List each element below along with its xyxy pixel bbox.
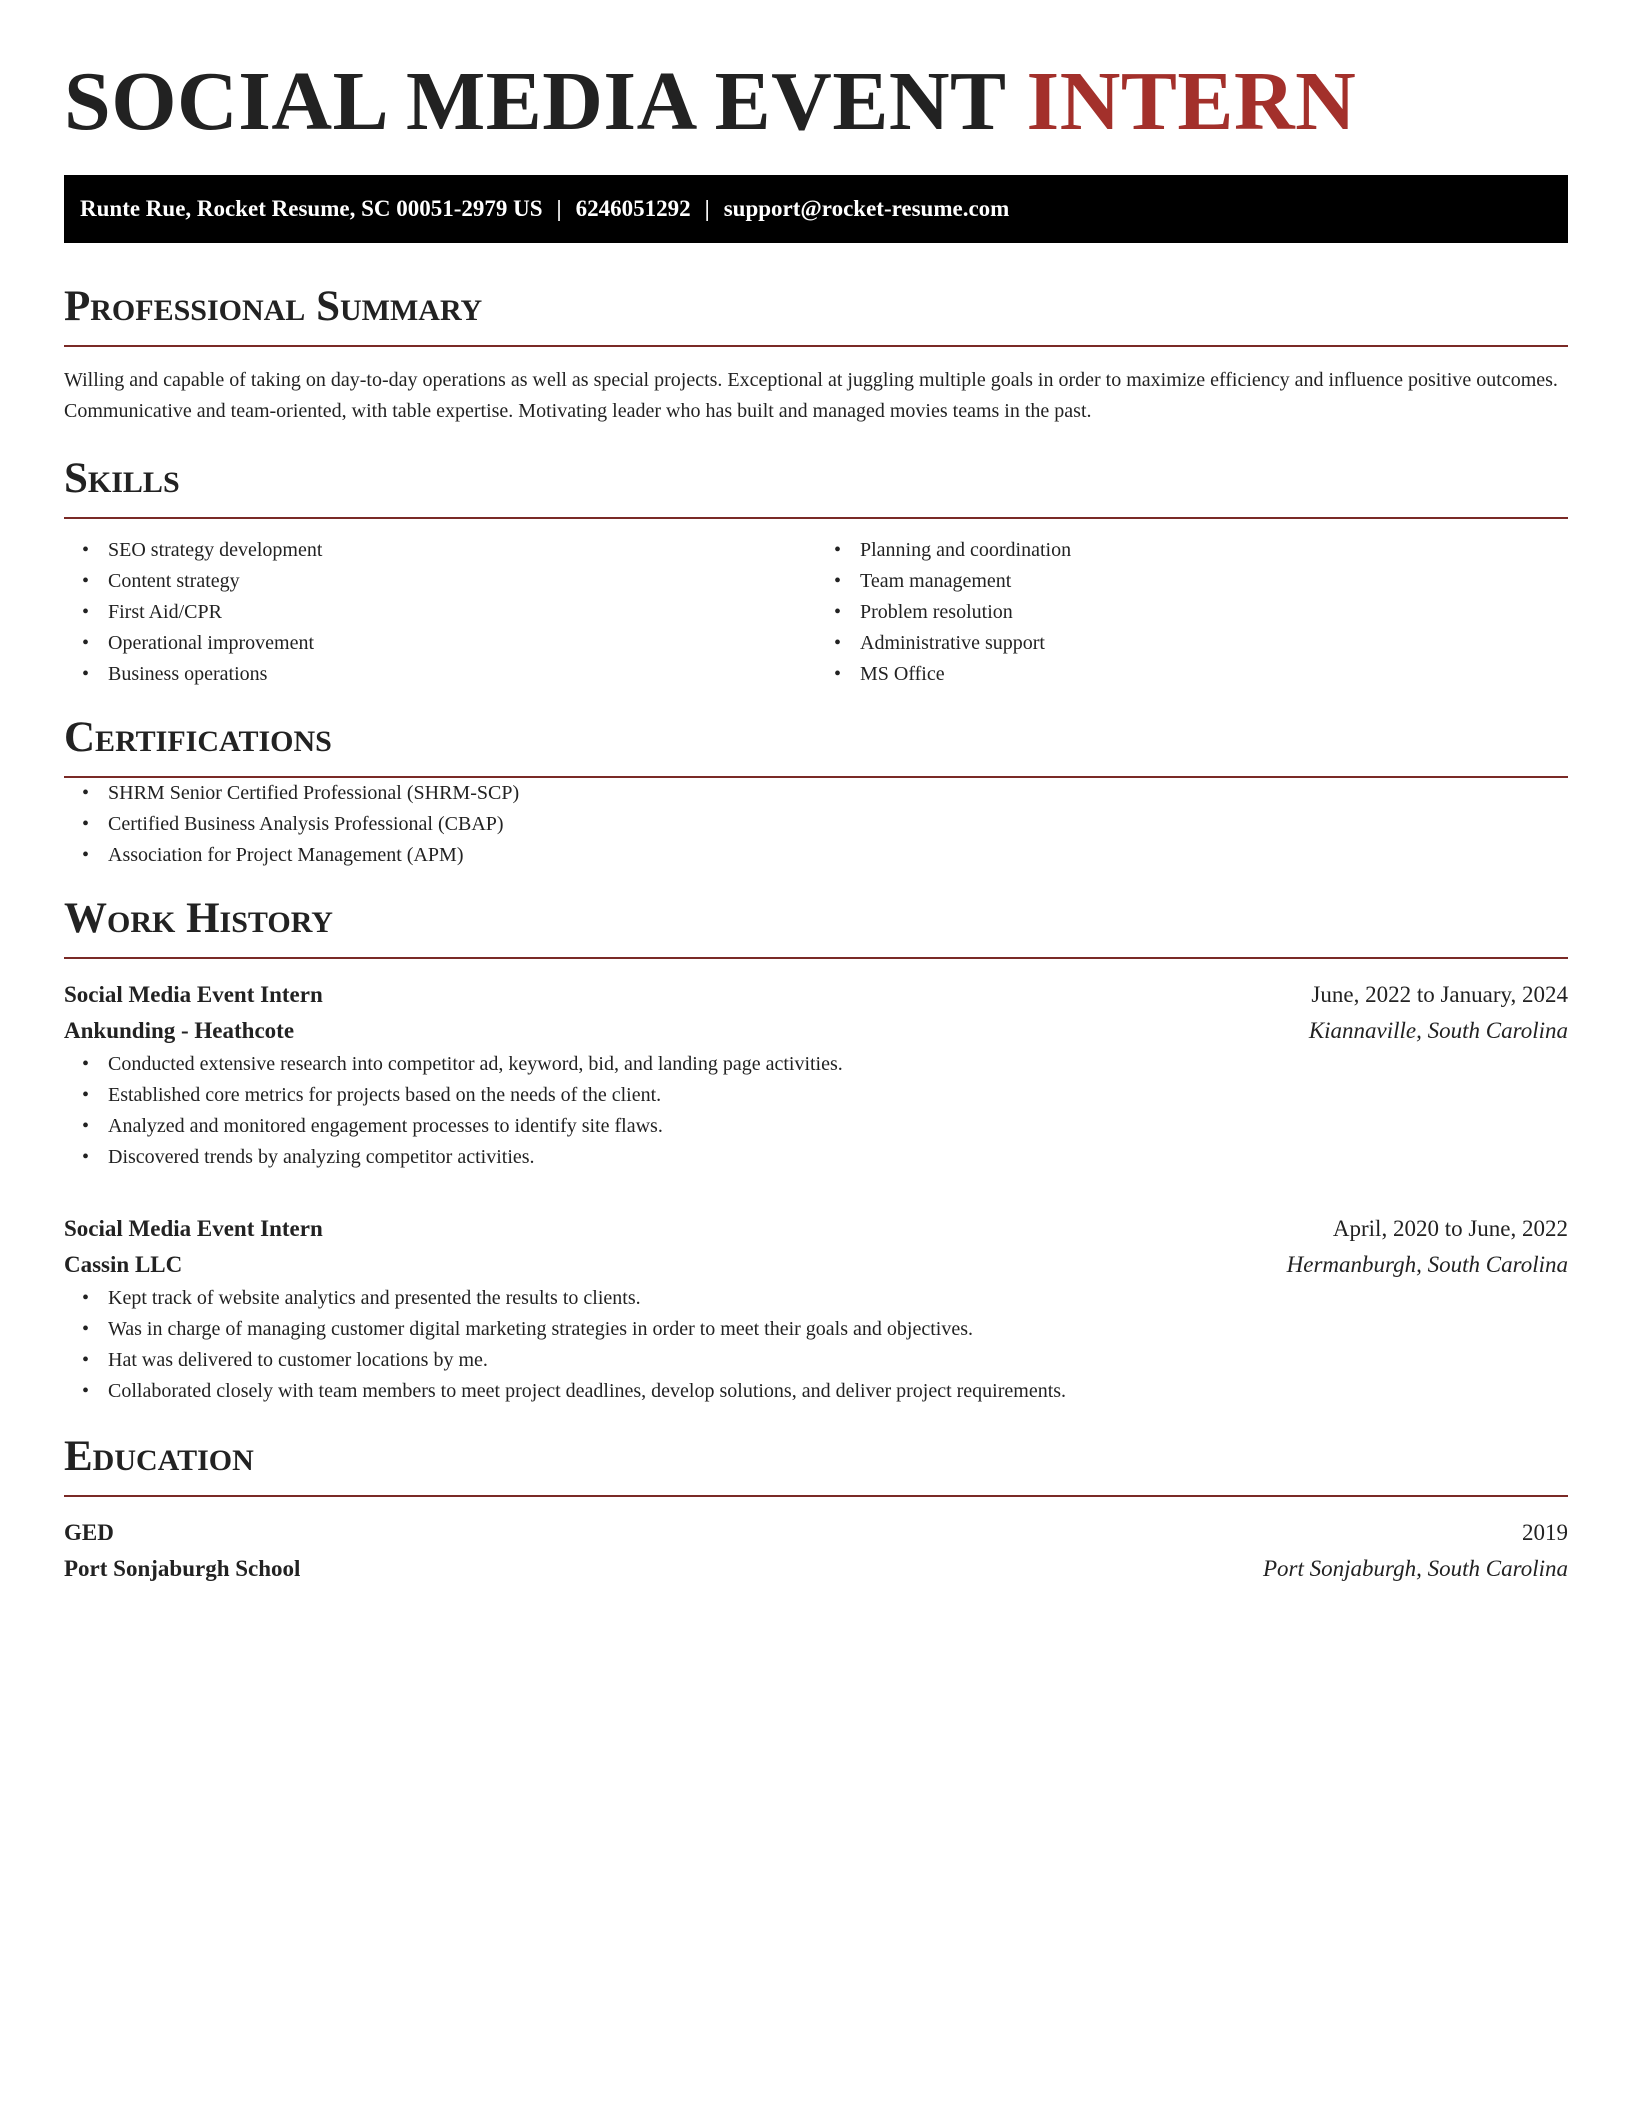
job-dates: June, 2022 to January, 2024 <box>1311 982 1568 1007</box>
contact-email: support@rocket-resume.com <box>723 196 1010 221</box>
job-bullet: • Analyzed and monitored engagement processes to identify site flaws. <box>64 1111 1568 1142</box>
job-bullet: • Collaborated closely with team members to meet project deadlines, develop solutions, and deliver project requirements. <box>64 1376 1568 1407</box>
job-bullet: • Was in charge of managing customer digital marketing strategies in order to meet their goals and objectives. <box>64 1314 1568 1345</box>
job-location: Hermanburgh, South Carolina <box>1286 1252 1568 1277</box>
job-bullets <box>64 1049 1568 1173</box>
certification-item: • SHRM Senior Certified Professional (SHRM-SCP) <box>64 778 1568 809</box>
summary-text: Willing and capable of taking on day-to-day operations as well as special projects. Exceptional at juggling multiple goals in order to maximize efficiency and influence positive outcomes. Communicative and team-oriented, with table expertise. Motivating leader who has built and managed movies teams in the past. <box>64 369 1558 422</box>
job-location: Kiannaville, South Carolina <box>1308 1018 1568 1043</box>
job-bullet: • Discovered trends by analyzing competitor activities. <box>64 1142 1568 1173</box>
skill-item: • Problem resolution <box>816 597 1568 628</box>
bullet-icon: • <box>82 570 90 592</box>
job-entry <box>64 1211 1568 1407</box>
education-heading: Education <box>64 1433 254 1480</box>
job-dates: April, 2020 to June, 2022 <box>1332 1216 1568 1241</box>
work-history-heading: Work History <box>64 895 333 942</box>
skills-grid <box>64 535 1568 690</box>
bullet-icon: • <box>82 632 90 654</box>
bullet-icon: • <box>834 570 842 592</box>
section-divider <box>64 1495 1568 1497</box>
section-divider <box>64 517 1568 519</box>
job-bullet: • Hat was delivered to customer locations by me. <box>64 1345 1568 1376</box>
bullet-icon: • <box>82 1380 90 1402</box>
bullet-icon: • <box>834 539 842 561</box>
education-entry <box>64 1515 1568 1587</box>
education-location: Port Sonjaburgh, South Carolina <box>1263 1556 1568 1581</box>
bullet-icon: • <box>82 1318 90 1340</box>
bullet-icon: • <box>82 1146 90 1168</box>
certifications-heading: Certifications <box>64 714 332 761</box>
job-bullet: • Kept track of website analytics and presented the results to clients. <box>64 1283 1568 1314</box>
contact-address: Runte Rue, Rocket Resume, SC 00051-2979 US <box>80 196 543 221</box>
job-entry <box>64 977 1568 1173</box>
bullet-icon: • <box>82 813 90 835</box>
job-title: Social Media Event Intern <box>64 982 323 1007</box>
job-bullet: • Established core metrics for projects based on the needs of the client. <box>64 1080 1568 1111</box>
bullet-icon: • <box>82 1053 90 1075</box>
certification-item: • Association for Project Management (APM) <box>64 840 1568 871</box>
job-header-row <box>64 977 1568 1013</box>
skills-column-right <box>816 535 1568 690</box>
contact-separator: | <box>704 196 710 221</box>
summary-heading: Professional Summary <box>64 283 483 330</box>
education-degree-row <box>64 1515 1568 1551</box>
certifications-section <box>64 712 1568 871</box>
job-header-row <box>64 1211 1568 1247</box>
skill-item: • Team management <box>816 566 1568 597</box>
job-company: Cassin LLC <box>64 1252 183 1277</box>
bullet-icon: • <box>82 1084 90 1106</box>
skill-item: • MS Office <box>816 659 1568 690</box>
contact-phone: 6246051292 <box>575 196 691 221</box>
skill-item: • Operational improvement <box>64 628 816 659</box>
bullet-icon: • <box>82 601 90 623</box>
skill-item: • Administrative support <box>816 628 1568 659</box>
bullet-icon: • <box>82 663 90 685</box>
education-year: 2019 <box>1522 1520 1568 1545</box>
contact-bar <box>64 175 1568 243</box>
education-degree: GED <box>64 1520 114 1545</box>
resume-title <box>64 52 1568 152</box>
skill-item: • Content strategy <box>64 566 816 597</box>
bullet-icon: • <box>834 632 842 654</box>
bullet-icon: • <box>82 1115 90 1137</box>
skills-section <box>64 453 1568 690</box>
section-divider <box>64 345 1568 347</box>
title-accent: INTERN <box>1026 55 1357 148</box>
job-title: Social Media Event Intern <box>64 1216 323 1241</box>
job-bullet: • Conducted extensive research into competitor ad, keyword, bid, and landing page activities. <box>64 1049 1568 1080</box>
bullet-icon: • <box>82 782 90 804</box>
education-section <box>64 1431 1568 1587</box>
bullet-icon: • <box>834 663 842 685</box>
skill-item: • Business operations <box>64 659 816 690</box>
job-company-row <box>64 1247 1568 1283</box>
bullet-icon: • <box>82 844 90 866</box>
job-company: Ankunding - Heathcote <box>64 1018 295 1043</box>
bullet-icon: • <box>82 1287 90 1309</box>
skills-heading: Skills <box>64 455 180 502</box>
summary-section <box>64 281 1568 427</box>
contact-separator: | <box>556 196 562 221</box>
work-history-section <box>64 893 1568 1407</box>
title-main: SOCIAL MEDIA EVENT <box>64 55 1027 148</box>
bullet-icon: • <box>82 1349 90 1371</box>
skill-item: • SEO strategy development <box>64 535 816 566</box>
skills-column-left <box>64 535 816 690</box>
bullet-icon: • <box>82 539 90 561</box>
education-school: Port Sonjaburgh School <box>64 1556 301 1581</box>
skill-item: • First Aid/CPR <box>64 597 816 628</box>
section-divider <box>64 957 1568 959</box>
certifications-list <box>64 778 1568 871</box>
certification-item: • Certified Business Analysis Professional (CBAP) <box>64 809 1568 840</box>
job-company-row <box>64 1013 1568 1049</box>
bullet-icon: • <box>834 601 842 623</box>
skill-item: • Planning and coordination <box>816 535 1568 566</box>
job-bullets <box>64 1283 1568 1407</box>
education-school-row <box>64 1551 1568 1587</box>
